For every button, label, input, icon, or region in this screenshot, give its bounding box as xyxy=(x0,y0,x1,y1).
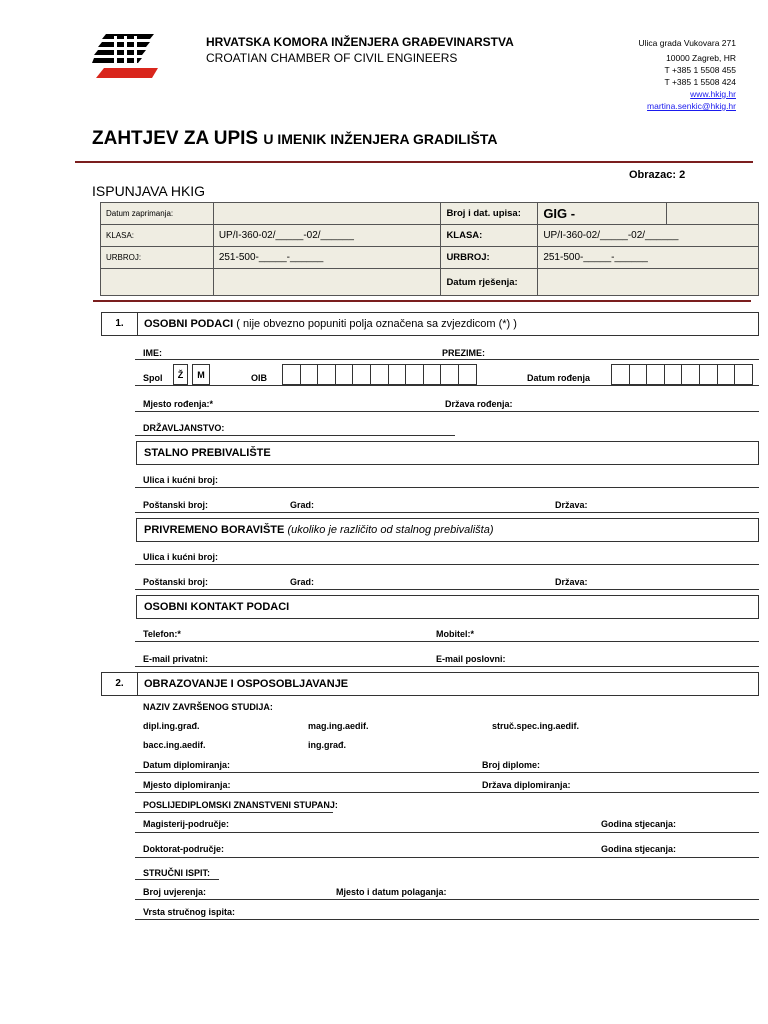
table-divider xyxy=(93,300,751,302)
section-title xyxy=(144,313,517,335)
strucni-underline xyxy=(135,879,219,880)
datum-rodjenja-cells[interactable] xyxy=(612,364,753,385)
spol-m-box[interactable]: M xyxy=(192,364,210,385)
naziv-studija-label: NAZIV ZAVRŠENOG STUDIJA: xyxy=(143,702,273,712)
broj-uvj-line[interactable] xyxy=(135,899,759,900)
privremeno-note: (ukoliko je različito od stalnog prebivališta) xyxy=(287,524,494,536)
section-number: 2. xyxy=(102,673,138,695)
drzavljanstvo-line[interactable] xyxy=(135,435,455,436)
title-rest: U IMENIK INŽENJERA GRADILIŠTA xyxy=(263,131,498,147)
magisterij-label: Magisterij-područje: xyxy=(143,819,230,829)
contact-block xyxy=(639,37,737,112)
ulica1-line[interactable] xyxy=(135,487,759,488)
title-main: ZAHTJEV ZA UPIS xyxy=(92,128,259,149)
drzava1-label: Država: xyxy=(555,500,588,510)
datum-dipl-label: Datum diplomiranja: xyxy=(143,760,231,770)
contact-city: 10000 Zagreb, HR xyxy=(666,53,736,63)
datum-zaprimanja-field[interactable] xyxy=(213,203,441,225)
postanski1-line[interactable] xyxy=(135,512,759,513)
ing-option[interactable]: ing.građ. xyxy=(308,740,346,750)
privremeno-boraviste-header xyxy=(136,518,759,542)
bacc-option[interactable]: bacc.ing.aedif. xyxy=(143,740,206,750)
section-title-text: OSOBNI PODACI xyxy=(144,318,234,330)
urbroj-left-field[interactable]: 251-500-_____-______ xyxy=(213,247,441,269)
klasa-right-field[interactable]: UP/I-360-02/_____-02/______ xyxy=(538,225,759,247)
datum-dipl-line[interactable] xyxy=(135,772,759,773)
spol-z-box[interactable]: Ž xyxy=(173,364,188,385)
contact-street: Ulica grada Vukovara 271 xyxy=(638,38,736,48)
oib-cells[interactable] xyxy=(283,364,477,385)
datum-rjesenja-field[interactable] xyxy=(538,269,759,296)
spol-label: Spol xyxy=(143,373,163,383)
ime-label: IME: xyxy=(143,348,162,358)
mag-option[interactable]: mag.ing.aedif. xyxy=(308,721,369,731)
vrsta-line[interactable] xyxy=(135,919,759,920)
ulica2-line[interactable] xyxy=(135,564,759,565)
gig-field[interactable]: GIG - xyxy=(538,203,667,225)
postanski1-label: Poštanski broj: xyxy=(143,500,209,510)
empty-cell xyxy=(101,269,214,296)
poslijediplomski-underline xyxy=(135,812,333,813)
org-name-en: CROATIAN CHAMBER OF CIVIL ENGINEERS xyxy=(206,51,458,65)
godina2-label: Godina stjecanja: xyxy=(601,844,677,854)
email-line[interactable] xyxy=(135,666,759,667)
section-note: ( nije obvezno popuniti polja označena sa zvjezdicom (*) ) xyxy=(233,318,517,330)
empty-field[interactable] xyxy=(213,269,441,296)
section-number: 1. xyxy=(102,313,138,335)
email-priv-label: E-mail privatni: xyxy=(143,654,209,664)
gig-extra-field[interactable] xyxy=(667,203,759,225)
mjesto-dipl-line[interactable] xyxy=(135,792,759,793)
mjesto-line[interactable] xyxy=(135,411,759,412)
section-osobni-podaci xyxy=(101,312,759,336)
hkig-section-label: ISPUNJAVA HKIG xyxy=(92,183,206,199)
magisterij-line[interactable] xyxy=(135,832,759,833)
grad2-label: Grad: xyxy=(290,577,315,587)
klasa-left-field[interactable]: UP/I-360-02/_____-02/______ xyxy=(213,225,441,247)
ime-line[interactable] xyxy=(135,359,759,360)
drzava-dipl-label: Država diplomiranja: xyxy=(482,780,571,790)
datum-zaprimanja-label: Datum zaprimanja: xyxy=(101,203,214,225)
hkig-logo xyxy=(92,30,162,84)
hkig-table xyxy=(100,202,759,296)
oib-label: OIB xyxy=(251,373,268,383)
postanski2-line[interactable] xyxy=(135,589,759,590)
godina1-label: Godina stjecanja: xyxy=(601,819,677,829)
ulica2-label: Ulica i kućni broj: xyxy=(143,552,219,562)
datum-rjesenja-label: Datum rješenja: xyxy=(441,269,538,296)
broj-dat-label: Broj i dat. upisa: xyxy=(441,203,538,225)
mjesto-pol-label: Mjesto i datum polaganja: xyxy=(336,887,447,897)
broj-dipl-label: Broj diplome: xyxy=(482,760,540,770)
mjesto-dipl-label: Mjesto diplomiranja: xyxy=(143,780,231,790)
org-name-hr: HRVATSKA KOMORA INŽENJERA GRAĐEVINARSTVA xyxy=(206,35,514,49)
drzava-rodjenja-label: Država rođenja: xyxy=(445,399,513,409)
urbroj-left-label: URBROJ: xyxy=(101,247,214,269)
contact-phone1: T +385 1 5508 455 xyxy=(664,65,736,75)
urbroj-right-field[interactable]: 251-500-_____-______ xyxy=(538,247,759,269)
struc-option[interactable]: struč.spec.ing.aedif. xyxy=(492,721,580,731)
ulica1-label: Ulica i kućni broj: xyxy=(143,475,219,485)
dipl-option[interactable]: dipl.ing.građ. xyxy=(143,721,200,731)
section-title: OBRAZOVANJE I OSPOSOBLJAVANJE xyxy=(144,678,349,690)
klasa-right-label: KLASA: xyxy=(441,225,538,247)
drzava2-label: Država: xyxy=(555,577,588,587)
mjesto-rodjenja-label: Mjesto rođenja:* xyxy=(143,399,214,409)
stalno-prebivaliste-header: STALNO PREBIVALIŠTE xyxy=(136,441,759,465)
grad1-label: Grad: xyxy=(290,500,315,510)
doktorat-line[interactable] xyxy=(135,857,759,858)
prezime-label: PREZIME: xyxy=(442,348,486,358)
title-divider xyxy=(75,161,753,163)
email-posl-label: E-mail poslovni: xyxy=(436,654,506,664)
vrsta-label: Vrsta stručnog ispita: xyxy=(143,907,236,917)
spol-line xyxy=(135,385,759,386)
mobitel-label: Mobitel:* xyxy=(436,629,474,639)
poslijediplomski-label: POSLIJEDIPLOMSKI ZNANSTVENI STUPANJ: xyxy=(143,800,338,810)
urbroj-right-label: URBROJ: xyxy=(441,247,538,269)
privremeno-title: PRIVREMENO BORAVIŠTE xyxy=(144,524,285,536)
form-number: Obrazac: 2 xyxy=(629,169,686,181)
contact-web-link[interactable]: www.hkig.hr xyxy=(690,89,736,99)
telefon-line[interactable] xyxy=(135,641,759,642)
datum-rodjenja-label: Datum rođenja xyxy=(527,373,591,383)
contact-phone2: T +385 1 5508 424 xyxy=(664,77,736,87)
doktorat-label: Doktorat-područje: xyxy=(143,844,224,854)
drzavljanstvo-label: DRŽAVLJANSTVO: xyxy=(143,423,225,433)
section-obrazovanje xyxy=(101,672,759,696)
broj-uvj-label: Broj uvjerenja: xyxy=(143,887,207,897)
contact-email-link[interactable]: martina.senkic@hkig.hr xyxy=(647,101,736,111)
postanski2-label: Poštanski broj: xyxy=(143,577,209,587)
telefon-label: Telefon:* xyxy=(143,629,181,639)
kontakt-header: OSOBNI KONTAKT PODACI xyxy=(136,595,759,619)
page-title xyxy=(92,128,498,150)
strucni-ispit-label: STRUČNI ISPIT: xyxy=(143,868,211,878)
klasa-left-label: KLASA: xyxy=(101,225,214,247)
